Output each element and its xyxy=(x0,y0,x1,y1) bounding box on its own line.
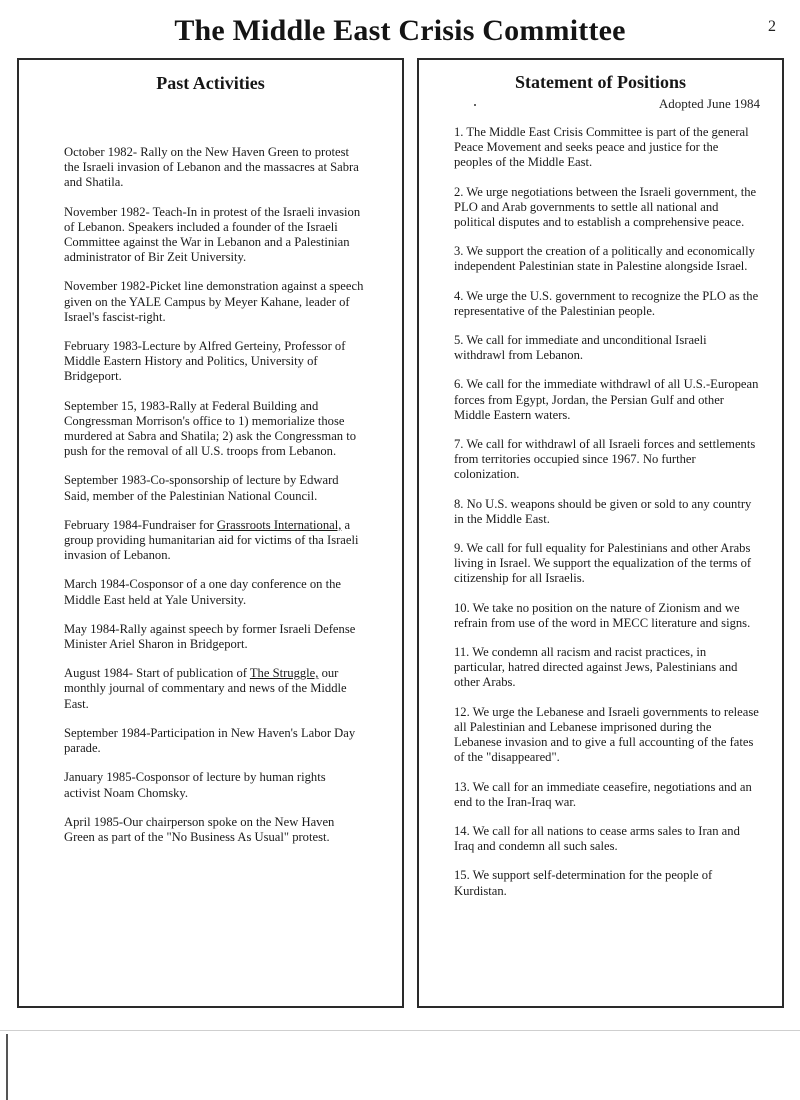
activity-item: September 1984-Participation in New Haven's Labor Day parade. xyxy=(64,725,356,756)
position-item: 1. The Middle East Crisis Committee is part of the general Peace Movement and seeks peace and justice for the peoples of the Middle East. xyxy=(454,125,749,170)
adopted-date: Adopted June 1984 xyxy=(658,96,760,111)
activity-item: November 1982-Picket line demonstration against a speech given on the YALE Campus by Meyer Kahane, leader of Israel's fascist-right. xyxy=(64,279,364,324)
position-item: 13. We call for an immediate ceasefire, negotiations and an end to the Iran-Iraq war. xyxy=(454,779,752,809)
position-item: 9. We call for full equality for Palestinians and other Arabs living in Israel. We support the equalization of the terms of citizenship for all Israelis. xyxy=(454,541,752,586)
activity-item: October 1982- Rally on the New Haven Green to protest the Israeli invasion of Lebanon and the massacres at Sabra and Shatila. xyxy=(64,145,359,190)
positions-title: Statement of Positions xyxy=(515,72,686,92)
position-item: 3. We support the creation of a politically and economically independent Palestinian state in Palestine alongside Israel. xyxy=(454,244,755,274)
activity-text: February 1984-Fundraiser for xyxy=(64,517,217,532)
activity-item: April 1985-Our chairperson spoke on the New Haven Green as part of the "No Business As Usual" protest. xyxy=(64,814,335,844)
publication-name: Grassroots International, xyxy=(216,517,342,532)
activity-item: September 1983-Co-sponsorship of lecture by Edward Said, member of the Palestinian National Council. xyxy=(64,473,339,503)
activity-text: August 1984- Start of publication of xyxy=(64,666,250,681)
page-edge-mark xyxy=(6,1034,8,1100)
position-item: 10. We take no position on the nature of Zionism and we refrain from use of the word in MECC literature and signs. xyxy=(454,600,751,630)
activity-item: February 1983-Lecture by Alfred Gerteiny, Professor of Middle Eastern History and Politics, University of Bridgeport. xyxy=(64,339,346,384)
position-item: 14. We call for all nations to cease arms sales to Iran and Iraq and condemn all such sales. xyxy=(454,823,740,854)
activity-item: September 15, 1983-Rally at Federal Building and Congressman Morrison's office to 1) memorialize those murdered at Sabra and Shatila; 2) ask the Congressman to push for the removal of all U.S. troops from Lebanon. xyxy=(64,398,357,459)
stray-dot xyxy=(474,104,476,106)
position-item: 15. We support self-determination for the people of Kurdistan. xyxy=(454,868,713,898)
activity-item: March 1984-Cosponsor of a one day conference on the Middle East held at Yale University. xyxy=(64,577,341,607)
activity-item: January 1985-Cosponsor of lecture by human rights activist Noam Chomsky. xyxy=(64,770,326,800)
activity-item: November 1982- Teach-In in protest of the Israeli invasion of Lebanon. Speakers included a founder of the Israeli Committee against the War in Lebanon and a Palestinian administrator of Bir Zeit University. xyxy=(64,204,361,265)
position-item: 11. We condemn all racism and racist practices, in particular, hatred directed against Jews, Palestinians and other Arabs. xyxy=(454,645,738,690)
page-bottom-rule xyxy=(0,1030,800,1031)
position-item: 8. No U.S. weapons should be given or sold to any country in the Middle East. xyxy=(454,496,752,526)
position-item: 7. We call for withdrawl of all Israeli forces and settlements from territories occupied since 1967. No further colonization. xyxy=(454,437,756,482)
position-item: 5. We call for immediate and unconditional Israeli withdrawl from Lebanon. xyxy=(454,333,707,363)
position-item: 2. We urge negotiations between the Israeli government, the PLO and Arab governments to settle all national and political disputes and to establish a comprehensive peace. xyxy=(454,184,757,230)
activity-item xyxy=(64,518,364,564)
past-activities-box xyxy=(17,58,404,1008)
positions-box xyxy=(417,58,784,1008)
activity-text: a group providing humanitarian aid for victims of tha Israeli invasion of Lebanon. xyxy=(64,517,359,563)
position-item: 6. We call for the immediate withdrawl of all U.S.-European forces from Egypt, Jordan, the Persian Gulf and other Middle Eastern waters. xyxy=(454,377,759,422)
page-title: The Middle East Crisis Committee xyxy=(174,14,626,47)
position-list xyxy=(454,125,759,913)
activity-item: May 1984-Rally against speech by former Israeli Defense Minister Ariel Sharon in Bridgeport. xyxy=(64,621,356,652)
activity-list xyxy=(64,145,364,859)
position-item: 4. We urge the U.S. government to recognize the PLO as the representative of the Palestinian people. xyxy=(454,288,759,318)
page-number: 2 xyxy=(768,18,776,35)
activity-item xyxy=(64,666,364,712)
past-activities-title: Past Activities xyxy=(156,73,265,93)
publication-name: The Struggle, xyxy=(249,666,319,681)
position-item: 12. We urge the Lebanese and Israeli governments to release all Palestinian and Lebanese imprisoned during the Lebanese invasion and to give a full accounting of the fates of the "disappeared". xyxy=(454,704,759,765)
activity-text: our monthly journal of commentary and news of the Middle East. xyxy=(64,666,347,711)
